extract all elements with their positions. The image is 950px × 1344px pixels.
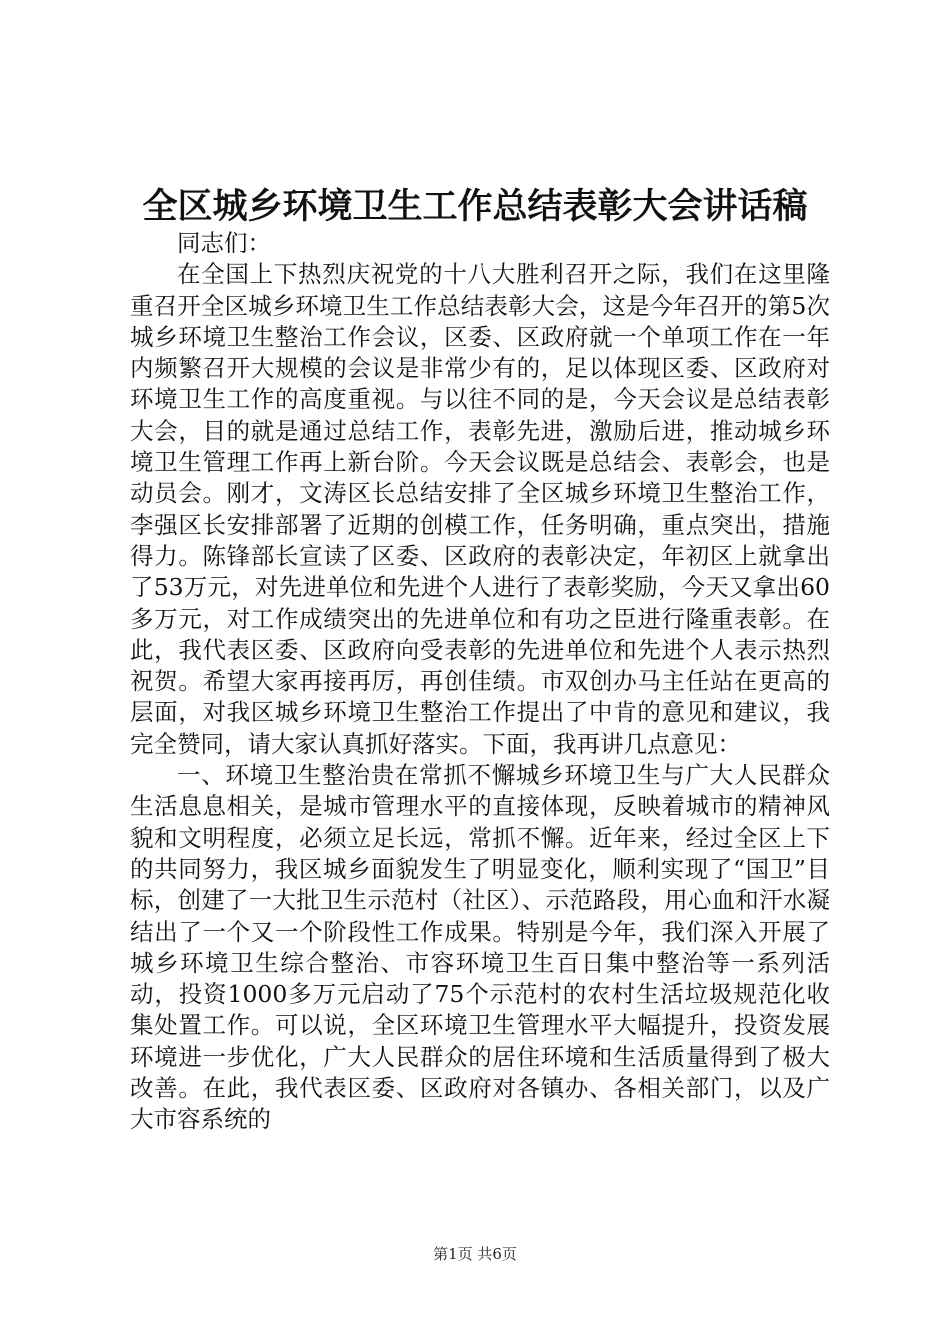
page-number-footer: 第1页 共6页	[433, 1245, 517, 1263]
document-title: 全区城乡环境卫生工作总结表彰大会讲话稿	[142, 186, 808, 227]
salutation: 同志们：	[177, 229, 271, 257]
paragraph-1: 在全国上下热烈庆祝党的十八大胜利召开之际，我们在这里隆重召开全区城乡环境卫生工作总结表彰大会，这是今年召开的第5次城乡环境卫生整治工作会议，区委、区政府就一个单项工作在一年内频繁召开大规模的会议是非常少有的，足以体现区委、区政府对环境卫生工作的高度重视。与以往不同的是，今天会议是总结表彰大会，目的就是通过总结工作，表彰先进，激励后进，推动城乡环境卫生管理工作再上新台阶。今天会议既是总结会、表彰会，也是动员会。刚才，文涛区长总结安排了全区城乡环境卫生整治工作，李强区长安排部署了近期的创模工作，任务明确，重点突出，措施得力。陈锋部长宣读了区委、区政府的表彰决定，年初区上就拿出了53万元，对先进单位和先进个人进行了表彰奖励，今天又拿出60多万元，对工作成绩突出的先进单位和有功之臣进行隆重表彰。在此，我代表区委、区政府向受表彰的先进单位和先进个人表示热烈祝贺。希望大家再接再厉，再创佳绩。市双创办马主任站在更高的层面，对我区城乡环境卫生整治工作提出了中肯的意见和建议，我完全赞同，请大家认真抓好落实。下面，我再讲几点意见：	[130, 260, 830, 758]
paragraph-2: 一、环境卫生整治贵在常抓不懈城乡环境卫生与广大人民群众生活息息相关，是城市管理水平的直接体现，反映着城市的精神风貌和文明程度，必须立足长远，常抓不懈。近年来，经过全区上下的共同努力，我区城乡面貌发生了明显变化，顺利实现了“国卫”目标，创建了一大批卫生示范村（社区）、示范路段，用心血和汗水凝结出了一个又一个阶段性工作成果。特别是今年，我们深入开展了城乡环境卫生综合整治、市容环境卫生百日集中整治等一系列活动，投资1000多万元启动了75个示范村的农村生活垃圾规范化收集处置工作。可以说，全区环境卫生管理水平大幅提升，投资发展环境进一步优化，广大人民群众的居住环境和生活质量得到了极大改善。在此，我代表区委、区政府对各镇办、各相关部门，以及广大市容系统的	[130, 761, 830, 1134]
document-body	[130, 228, 830, 1136]
